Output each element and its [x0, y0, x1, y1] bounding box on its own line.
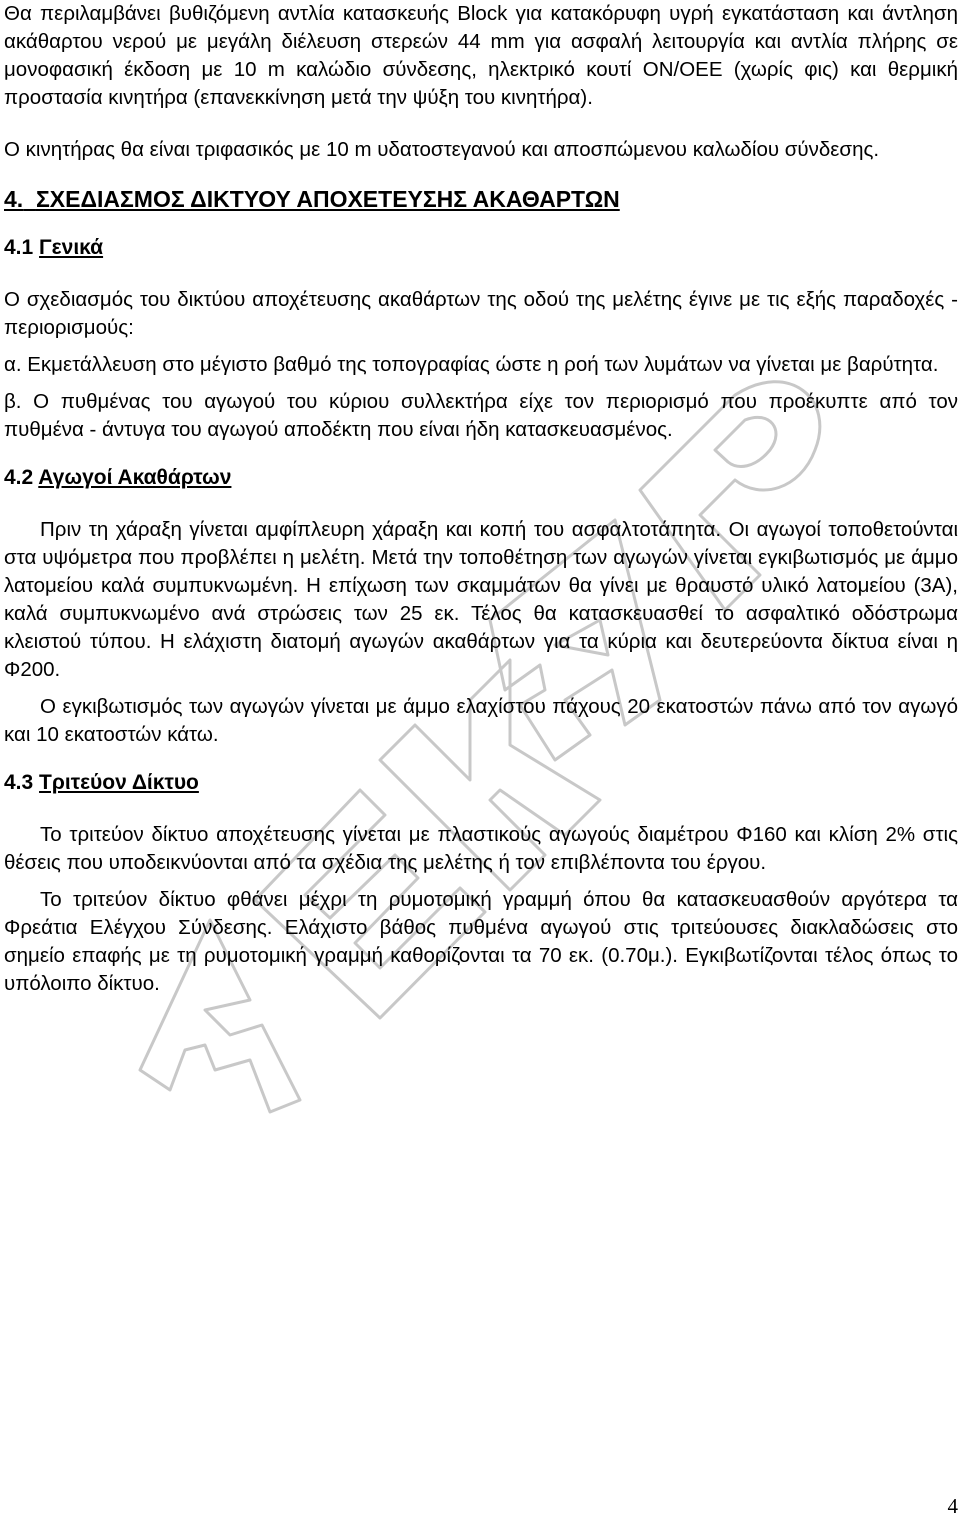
section-4-2-paragraph-2: Ο εγκιβωτισμός των αγωγών γίνεται με άμμο ελαχίστου πάχους 20 εκατοστών πάνω από τον αγωγό και 10 εκατοστών κάτω. — [4, 695, 958, 746]
intro-paragraph-2: Ο κινητήρας θα είναι τριφασικός με 10 m υδατοστεγανού και αποσπώμενου καλωδίου σύνδεσης. — [4, 138, 880, 161]
section-4-3-title: Τριτεύον Δίκτυο — [39, 771, 199, 794]
intro-paragraph-1: Θα περιλαμβάνει βυθιζόμενη αντλία κατασκευής Block για κατακόρυφη υγρή εγκατάσταση και άντληση ακάθαρτου νερού με μεγάλη διέλευση στερεών 44 mm για ασφαλή λειτουργία και αντλία πλήρης σε μονοφασική έκδοση με 10 m καλώδιο σύνδεσης, ηλεκτρικό κουτί ON/OEE (χωρίς φις) και θερμική προστασία κινητήρα (επανεκκίνηση μετά την ψύξη του κινητήρα). — [4, 2, 958, 109]
section-4-3-heading — [4, 769, 958, 797]
section-4-2-title: Αγωγοί Ακαθάρτων — [38, 466, 232, 489]
section-4-heading — [4, 184, 958, 214]
section-4-3-paragraph-1: Το τριτεύον δίκτυο αποχέτευσης γίνεται με πλαστικούς αγωγούς διαμέτρου Φ160 και κλίση 2% στις θέσεις που υποδεικνύονται από τα σχέδια της μελέτης ή τον επιβλέποντα του έργου. — [4, 823, 958, 874]
section-4-1-heading — [4, 234, 958, 262]
section-4-1-item-a: α. Εκμετάλλευση στο μέγιστο βαθμό της τοπογραφίας ώστε η ροή των λυμάτων να γίνεται με βαρύτητα. — [4, 353, 939, 376]
page-number: 4 — [947, 1494, 958, 1518]
section-4-2-heading — [4, 464, 958, 492]
section-4-3-paragraph-2: Το τριτεύον δίκτυο φθάνει μέχρι τη ρυμοτομική γραμμή όπου θα κατασκευασθούν αργότερα τα Φρεάτια Ελέγχου Σύνδεσης. Ελάχιστο βάθος πυθμένα αγωγού στις τριτεύουσες διακλαδώσεις στο σημείο επαφής με τη ρυμοτομική γραμμή καθορίζονται τα 70 εκ. (0.70μ.). Εγκιβωτίζονται τέλος όπως το υπόλοιπο δίκτυο. — [4, 888, 958, 995]
section-4-1-title: Γενικά — [39, 236, 104, 259]
document-body — [4, 0, 958, 998]
section-4-2-number: 4.2 — [4, 466, 34, 489]
section-4-1-item-b: β. Ο πυθμένας του αγωγού του κύριου συλλεκτήρα είχε τον περιορισμό που προέκυπτε από τον πυθμένα - άντυγα του αγωγού αποδέκτη που είναι ήδη κατασκευασμένος. — [4, 390, 958, 441]
section-4-1-number: 4.1 — [4, 236, 34, 259]
section-4-title: ΣΧΕΔΙΑΣΜΟΣ ΔΙΚΤΥΟΥ ΑΠΟΧΕΤΕΥΣΗΣ ΑΚΑΘΑΡΤΩΝ — [35, 186, 620, 212]
section-4-1-paragraph: Ο σχεδιασμός του δικτύου αποχέτευσης ακαθάρτων της οδού της μελέτης έγινε με τις εξής παραδοχές - περιορισμούς: — [4, 288, 958, 339]
section-4-2-paragraph-1: Πριν τη χάραξη γίνεται αμφίπλευρη χάραξη και κοπή του ασφαλτοτάπητα. Οι αγωγοί τοποθετούνται στα υψόμετρα που προβλέπει η μελέτη. Μετά την τοποθέτηση των αγωγών γίνεται εγκιβωτισμός με άμμο λατομείου καλά συμπυκνωμένη. Η επίχωση των σκαμμάτων θα γίνει με θραυστό υλικό λατομείου (3Α), καλά συμπυκνωμένο ανά στρώσεις των 25 εκ. Τέλος θα κατασκευασθεί το ασφαλτικό οδόστρωμα κλειστού τύπου. Η ελάχιστη διατομή αγωγών ακαθάρτων για τα κύρια και δευτερεύοντα δίκτυα είναι η Φ200. — [4, 518, 958, 681]
section-4-number: 4. — [4, 186, 24, 212]
section-4-3-number: 4.3 — [4, 771, 34, 794]
